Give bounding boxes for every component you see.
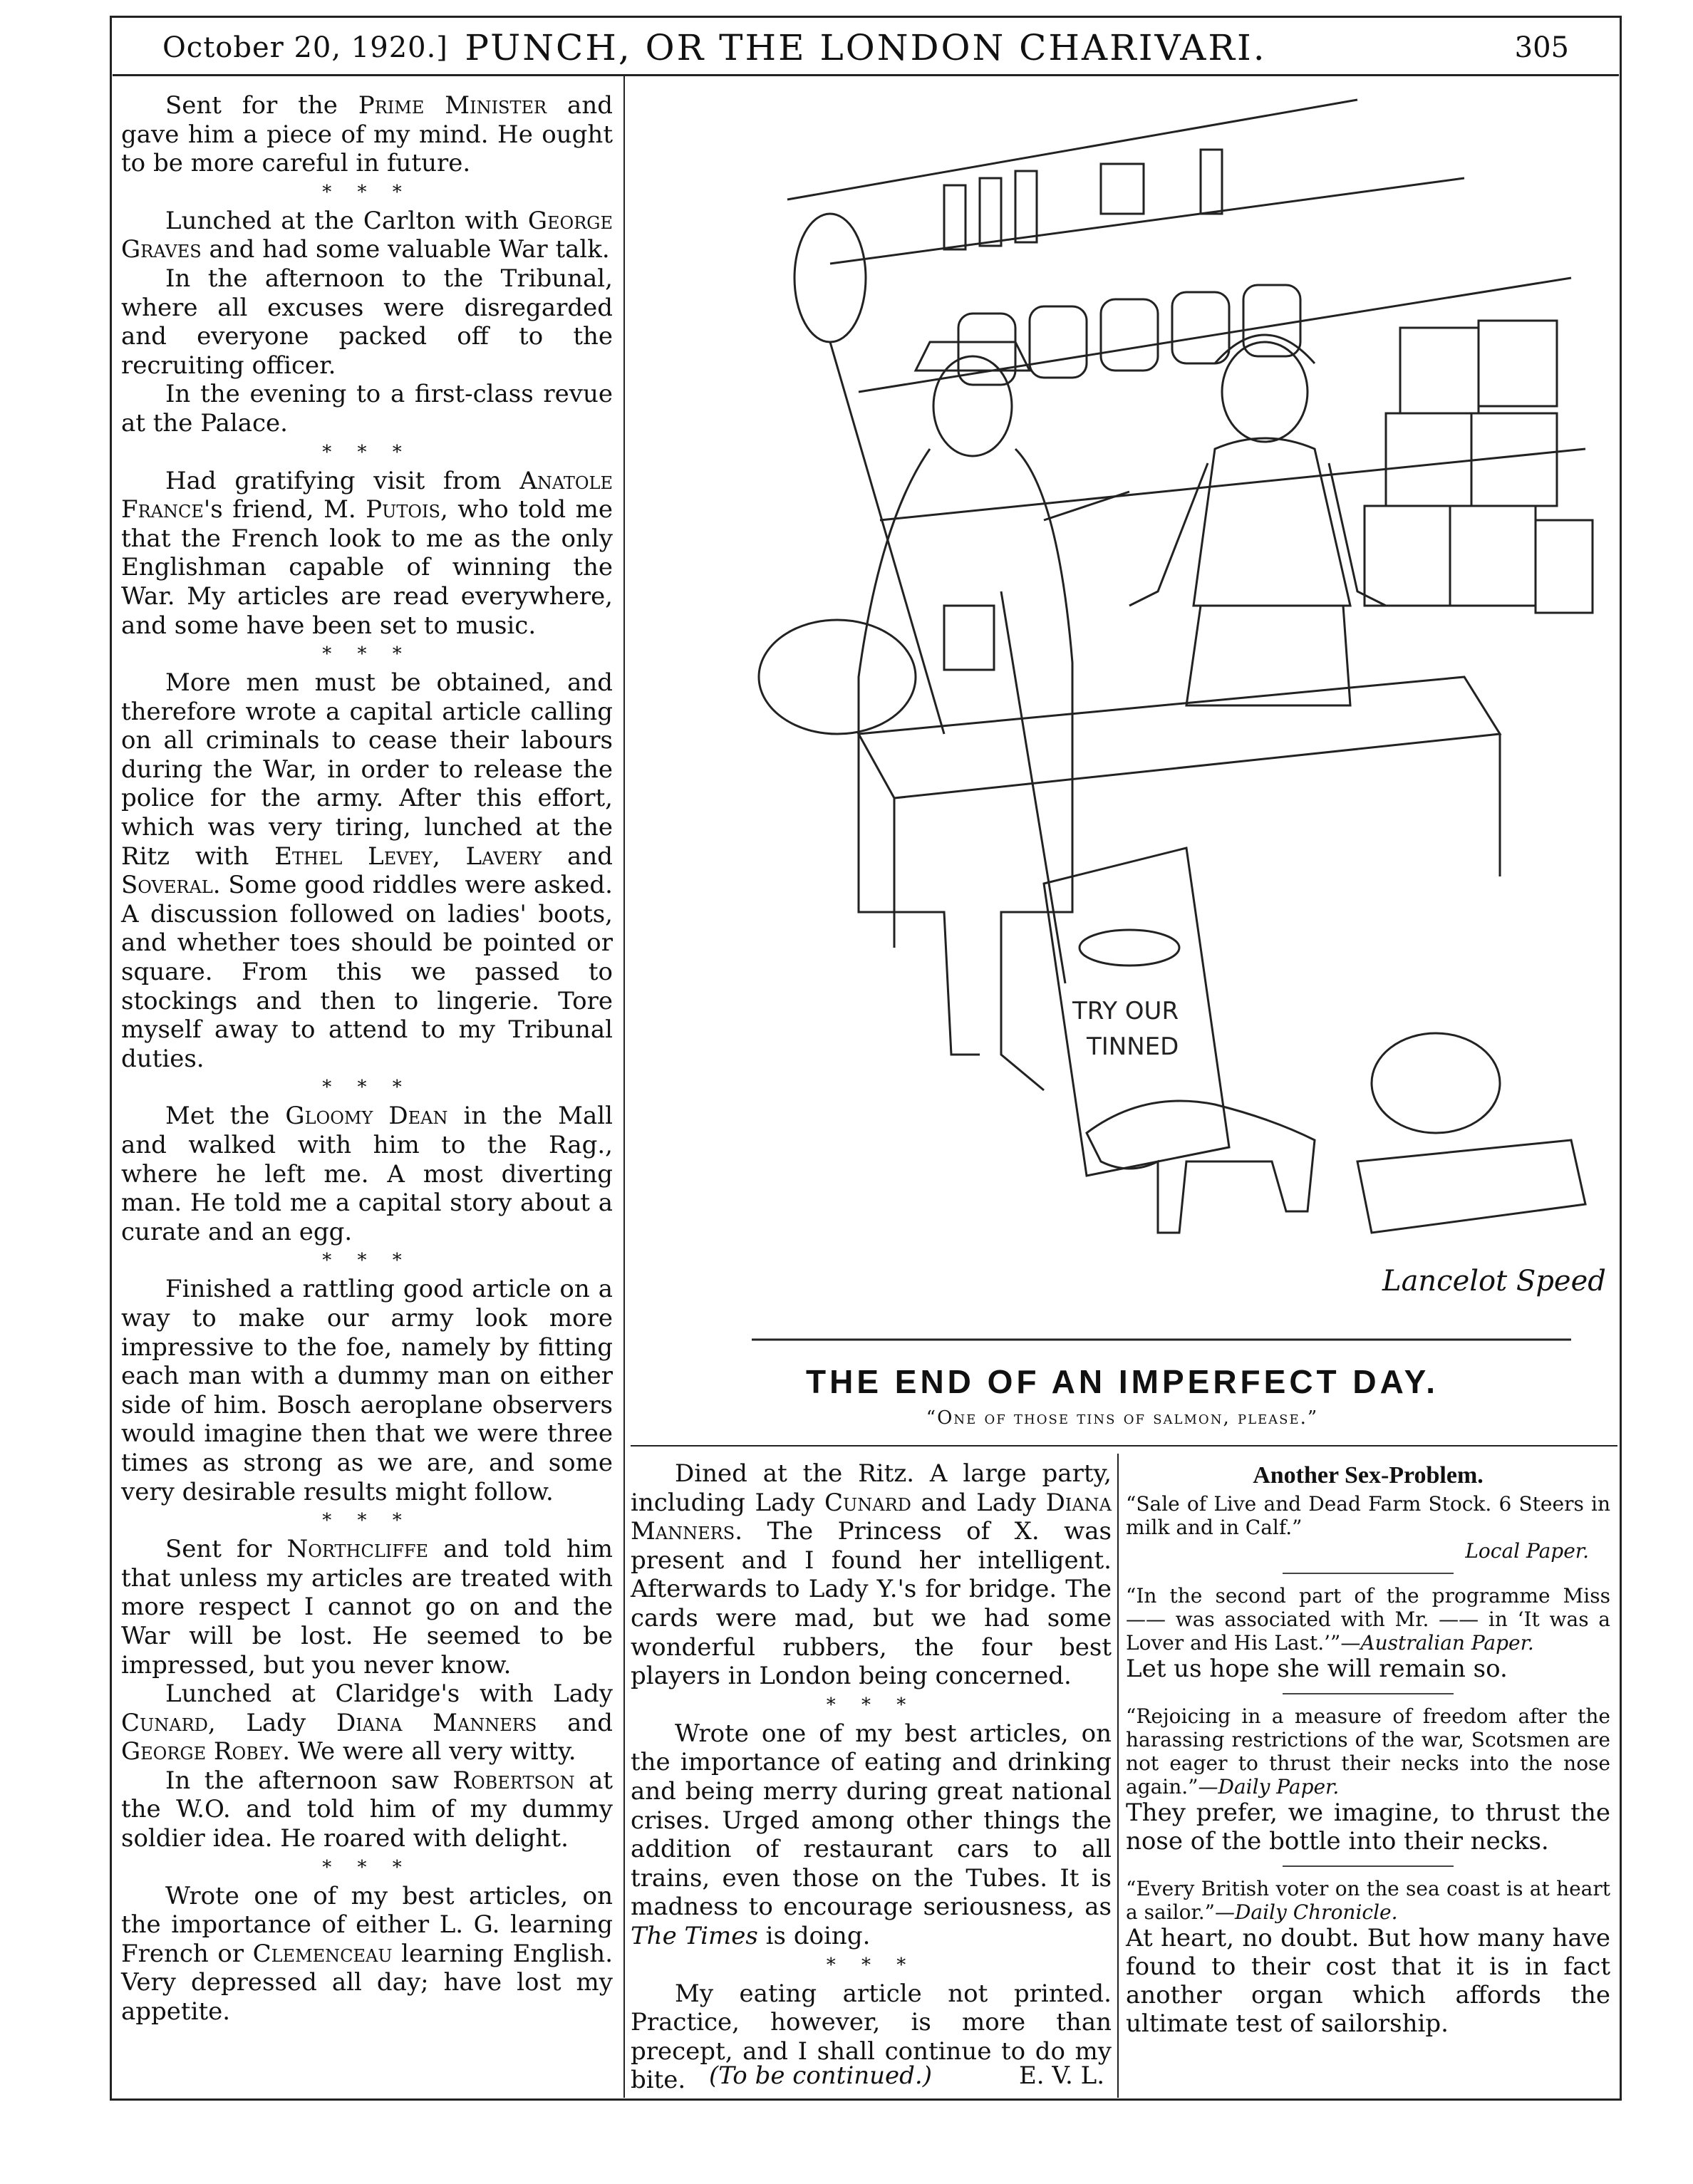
text-run: Wrote one of my best articles, on the importance of either L. G. learning French or	[121, 1881, 613, 1968]
shelf-line	[859, 278, 1571, 392]
item-separator	[1283, 1865, 1454, 1867]
text-run: and gave him a piece of my mind. He ought to be more careful in future.	[121, 91, 613, 178]
paragraph	[631, 1459, 1112, 1691]
shop-counter	[859, 677, 1500, 798]
fruit-basket	[1372, 1033, 1500, 1133]
paragraph	[121, 1102, 613, 1246]
text-run: in the Mall and walked with him to the Rag., where he left me. A most diverting man. He told me a capital story about a curate and an egg.	[121, 1102, 613, 1246]
section-separator-stars: * * *	[322, 1250, 412, 1272]
shelf-line	[830, 178, 1464, 264]
cartoon-subcaption: “One of those tins of salmon, please.”	[926, 1407, 1319, 1429]
text-run: Lunched at Claridge's with Lady	[165, 1680, 613, 1709]
section-separator-stars: * * *	[322, 441, 412, 463]
text-run: Wrote one of my best articles, on the importance of eating and drinking and being merry during great national crises. Urged among other things the addition of restaurant cars to all trains, even those on the Tubes. It is madness to encourage seriousness, as	[631, 1719, 1112, 1922]
text-run: Ethel Levey	[274, 842, 433, 871]
section-separator-stars: * * *	[826, 1694, 916, 1716]
text-run: and	[542, 842, 613, 871]
editorial-comment: Let us hope she will remain so.	[1126, 1655, 1508, 1683]
text-run: is doing.	[757, 1921, 871, 1950]
quote-source: Local Paper.	[1465, 1539, 1589, 1563]
paragraph	[121, 1535, 613, 1680]
text-run: and Lady	[911, 1488, 1046, 1517]
text-run: Met the	[165, 1102, 286, 1131]
fishing-net	[794, 214, 866, 342]
column-divider-left	[623, 76, 625, 2098]
umbrella	[1001, 591, 1065, 983]
sign-text-try-our: TRY OUR	[1072, 997, 1179, 1025]
text-run: Robertson	[452, 1766, 575, 1795]
text-run: Northcliffe	[286, 1535, 429, 1564]
right-column	[1126, 1462, 1610, 2038]
text-run: In the evening to a first-class revue at the Palace.	[121, 380, 613, 438]
paragraph	[121, 380, 613, 438]
section-separator-stars: * * *	[322, 1510, 412, 1532]
text-run: George Graves	[121, 206, 613, 264]
text-run: learning English. Very depressed all day; have lost my appetite.	[121, 1939, 613, 2027]
paragraph	[121, 1275, 613, 1506]
text-run: . The Princess of X. was present and I found her intelligent. Afterwards to Lady Y.'s for bridge. The cards were mad, but we had some wonderful rubbers, the four best players in London being concerned.	[631, 1517, 1112, 1691]
crate	[1357, 1140, 1585, 1233]
quote-source: Australian Paper.	[1360, 1631, 1534, 1655]
press-quote	[1126, 1584, 1610, 1655]
page-number: 305	[1514, 31, 1569, 64]
quote-source: Daily Paper.	[1218, 1775, 1340, 1799]
paragraph	[121, 91, 613, 178]
shelf-line	[880, 449, 1585, 520]
section-heading: Another Sex-Problem.	[1253, 1462, 1484, 1489]
text-run: Soveral	[121, 871, 213, 900]
text-run: Gloomy Dean	[285, 1102, 448, 1131]
text-run: Lunched at the Carlton with	[165, 206, 528, 235]
text-run: Putois	[366, 495, 440, 524]
paragraph	[121, 1680, 613, 1766]
text-run: Cunard	[121, 1708, 208, 1737]
text-run: at the W.O. and told him of my dummy soldier idea. He roared with delight.	[121, 1766, 613, 1853]
text-run: Diana Manners	[336, 1708, 537, 1737]
sign-text-tinned: TINNED	[1087, 1033, 1179, 1061]
text-run: Sent for the	[165, 91, 358, 120]
issue-date: October 20, 1920.]	[162, 31, 448, 64]
paragraph	[121, 467, 613, 641]
item-separator	[1283, 1573, 1454, 1574]
publication-title: PUNCH, OR THE LONDON CHARIVARI.	[465, 27, 1267, 68]
quote-source: Daily Chronicle.	[1234, 1900, 1398, 1924]
text-run: 's friend, M.	[203, 495, 366, 524]
text-run: Lavery	[465, 842, 542, 871]
text-run: and had some valuable War talk.	[201, 235, 610, 264]
text-run: . We were all very witty.	[282, 1737, 576, 1766]
text-run: Had gratifying visit from	[165, 466, 520, 495]
paragraph	[121, 668, 613, 1073]
quote-text: “Rejoicing in a measure of freedom after the harassing restrictions of the war, Scotsmen are not eager to thrust their necks into the nose again.”—	[1126, 1704, 1610, 1799]
section-separator-stars: * * *	[322, 1077, 412, 1099]
text-run: , Lady	[207, 1708, 336, 1737]
left-column	[121, 91, 613, 2027]
text-run: Diana Manners	[631, 1488, 1112, 1546]
quote-text: “In the second part of the programme Miss —— was associated with Mr. —— in ‘It was a Lover and His Last.’”—	[1126, 1584, 1610, 1655]
cartoon-caption: THE END OF AN IMPERFECT DAY.	[806, 1363, 1439, 1400]
text-run: , who told me that the French look to me as the only Englishman capable of winning the War. My articles are read everywhere, and some have been set to music.	[121, 495, 613, 640]
man-with-umbrella	[759, 214, 1129, 1090]
text-run: ,	[432, 842, 466, 871]
text-run: The Times	[631, 1921, 758, 1950]
text-run: Anatole France	[121, 466, 613, 524]
text-run: and	[537, 1708, 613, 1737]
middle-column	[631, 1459, 1112, 2095]
column-divider-right	[1117, 1454, 1119, 2098]
text-run: George Robey	[121, 1737, 283, 1766]
text-run: and told him that unless my articles are treated with more respect I cannot go on and the War will be lost. He seemed to be impressed, but you never know.	[121, 1535, 613, 1680]
paragraph	[121, 264, 613, 380]
artist-signature: Lancelot Speed	[1382, 1265, 1606, 1298]
shop-girl	[1129, 335, 1386, 705]
text-run: Dined at the Ritz. A large party, including Lady	[631, 1459, 1112, 1517]
dog	[1087, 1101, 1315, 1233]
press-quote	[1126, 1492, 1610, 1563]
cartoon-illustration	[645, 93, 1603, 1354]
paragraph	[631, 1719, 1112, 1951]
section-separator-stars: * * *	[322, 1856, 412, 1878]
press-quote	[1126, 1704, 1610, 1799]
shelf-line	[787, 100, 1357, 200]
editorial-comment: At heart, no doubt. But how many have found to their cost that it is in fact another organ which affords the ultimate test of sailorship.	[1126, 1924, 1610, 2038]
to-be-continued: (To be continued.)	[709, 2061, 932, 2090]
section-separator-stars: * * *	[826, 1954, 916, 1976]
editorial-comment: They prefer, we imagine, to thrust the nose of the bottle into their necks.	[1126, 1799, 1610, 1856]
text-run: More men must be obtained, and therefore wrote a capital article calling on all criminals to cease their labours during the War, in order to release the police for the army. After this effort, which was very tiring, lunched at the Ritz with	[121, 668, 613, 871]
quote-text: “Sale of Live and Dead Farm Stock. 6 Steers in milk and in Calf.”	[1126, 1492, 1610, 1539]
page-header	[113, 19, 1619, 76]
press-quote	[1126, 1877, 1610, 1924]
section-separator-stars: * * *	[322, 643, 412, 666]
text-run: Cunard	[824, 1488, 911, 1517]
text-run: My eating article not printed. Practice, however, is more than precept, and I shall continue to do my bite.	[631, 1979, 1112, 2095]
author-initials: E. V. L.	[1018, 2061, 1104, 2090]
text-run: Clemenceau	[252, 1939, 393, 1968]
text-run: Sent for	[165, 1535, 287, 1564]
can	[944, 606, 994, 670]
text-run: Finished a rattling good article on a way to make our army look more impressive to the foe, namely by fitting each man with a dummy man on either side of him. Bosch aeroplane observers would imagine then that we were three times as strong as we are, and some very desirable results might follow.	[121, 1275, 613, 1506]
text-run: Prime Minister	[358, 91, 547, 120]
cartoon-bottom-rule	[631, 1445, 1617, 1446]
quote-text: “Every British voter on the sea coast is at heart a sailor.”—	[1126, 1877, 1610, 1924]
paragraph	[121, 207, 613, 264]
item-separator	[1283, 1693, 1454, 1694]
paragraph	[121, 1882, 613, 2027]
paragraph	[121, 1766, 613, 1853]
text-run: In the afternoon saw	[165, 1766, 453, 1795]
basket	[759, 620, 916, 734]
text-run: In the afternoon to the Tribunal, where all excuses were disregarded and everyone packed off to the recruiting officer.	[121, 264, 613, 380]
section-separator-stars: * * *	[322, 181, 412, 203]
text-run: . Some good riddles were asked. A discussion followed on ladies' boots, and whether toes should be pointed or square. From this we passed to stockings and then to lingerie. Tore myself away to attend to my Tribunal duties.	[121, 871, 613, 1073]
